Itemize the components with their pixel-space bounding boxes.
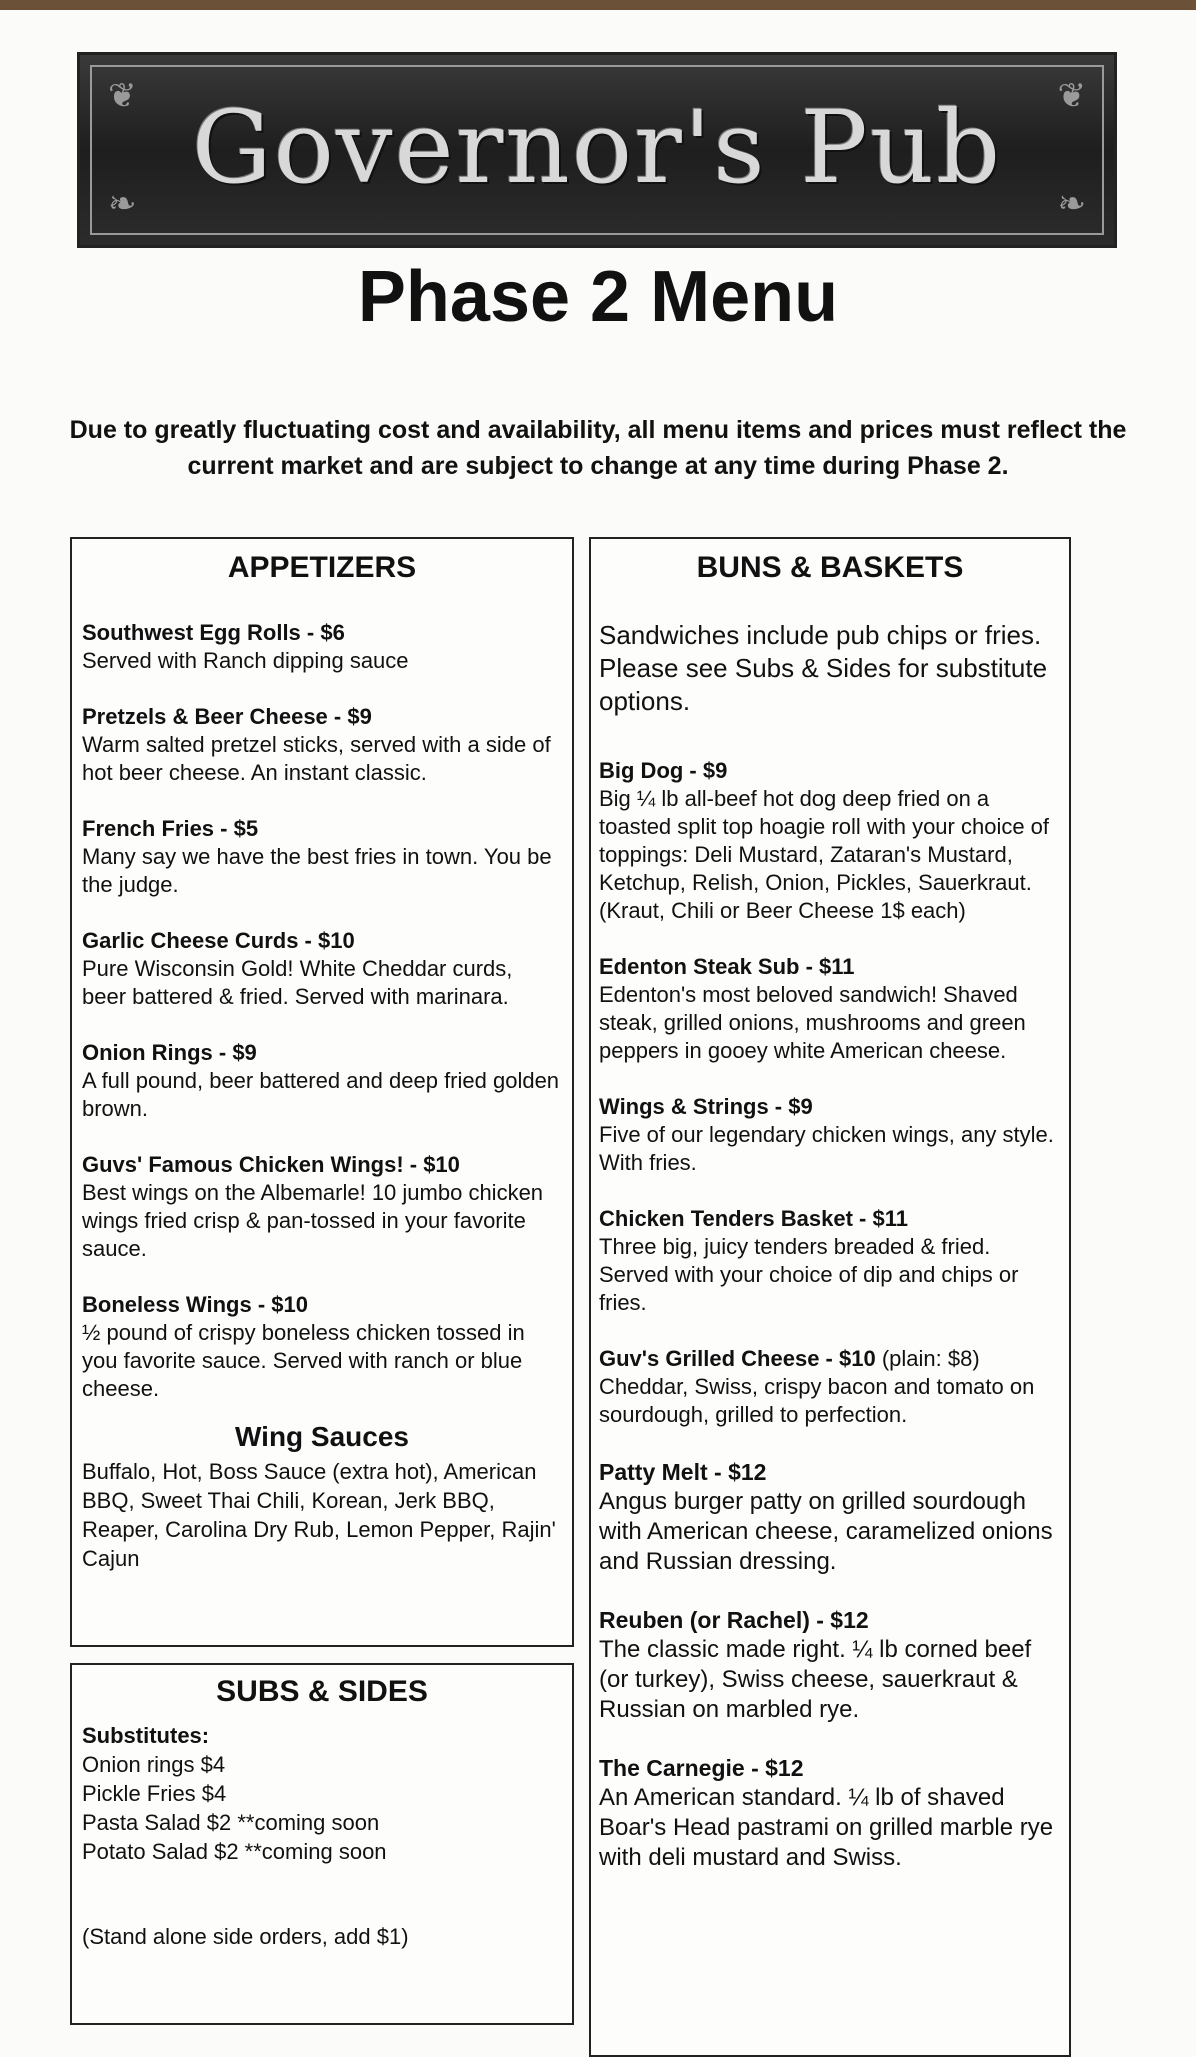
price-notice: Due to greatly fluctuating cost and availability, all menu items and prices must reflect the current market and are subject to change at any time during Phase 2. xyxy=(69,416,1127,480)
item-name-suffix: (plain: $8) xyxy=(881,1346,980,1371)
item-name: Edenton Steak Sub - $11 xyxy=(599,954,855,979)
scroll-ornament-icon: ❧ xyxy=(108,185,137,223)
substitute-item: Onion rings $4 xyxy=(82,1752,226,1777)
subs-sides-body xyxy=(82,1721,562,1951)
item-description: The classic made right. ¼ lb corned beef (or turkey), Swiss cheese, sauerkraut & Russian on marbled rye. xyxy=(599,1636,1032,1723)
scroll-ornament-icon: ❦ xyxy=(108,77,137,115)
substitute-item: Pasta Salad $2 **coming soon xyxy=(82,1810,380,1835)
item-name: Reuben (or Rachel) - $12 xyxy=(599,1607,869,1633)
menu-item xyxy=(599,1093,1064,1177)
wing-sauces-list: Buffalo, Hot, Boss Sauce (extra hot), American BBQ, Sweet Thai Chili, Korean, Jerk BBQ, Reaper, Carolina Dry Rub, Lemon Pepper, Rajin' Cajun xyxy=(82,1459,556,1571)
appetizers-section xyxy=(70,537,574,1647)
menu-item xyxy=(82,1039,562,1123)
subs-sides-title: SUBS & SIDES xyxy=(216,1675,428,1708)
menu-item xyxy=(599,1345,1064,1429)
menu-item xyxy=(82,619,562,675)
item-description: Warm salted pretzel sticks, served with a side of hot beer cheese. An instant classic. xyxy=(82,732,551,785)
appetizers-title: APPETIZERS xyxy=(227,551,417,584)
item-name: Chicken Tenders Basket - $11 xyxy=(599,1206,908,1231)
item-description: Big ¼ lb all-beef hot dog deep fried on a toasted split top hoagie roll with your choice of toppings: Deli Mustard, Zataran's Mustard, Ketchup, Relish, Onion, Pickles, Sauerkraut. (Kraut, Chili or Beer Cheese 1$ each) xyxy=(599,786,1050,923)
item-name: Patty Melt - $12 xyxy=(599,1459,767,1485)
buns-baskets-list xyxy=(599,757,1064,1901)
buns-baskets-title: BUNS & BASKETS xyxy=(696,551,964,584)
item-name: Big Dog - $9 xyxy=(599,758,728,783)
buns-baskets-section xyxy=(589,537,1071,2057)
menu-item xyxy=(599,1205,1064,1317)
item-name: Guv's Grilled Cheese - $10 xyxy=(599,1346,876,1371)
item-name: The Carnegie - $12 xyxy=(599,1755,804,1781)
menu-item xyxy=(599,1753,1064,1873)
side-order-note: (Stand alone side orders, add $1) xyxy=(82,1924,409,1949)
appetizers-list xyxy=(82,619,562,1573)
item-description: A full pound, beer battered and deep fried golden brown. xyxy=(82,1068,560,1121)
item-description: An American standard. ¼ lb of shaved Boar's Head pastrami on grilled marble rye with deli mustard and Swiss. xyxy=(599,1784,1054,1871)
substitute-item: Potato Salad $2 **coming soon xyxy=(82,1839,387,1864)
item-description: Best wings on the Albemarle! 10 jumbo chicken wings fried crisp & pan-tossed in your favorite sauce. xyxy=(82,1180,544,1261)
item-description: Cheddar, Swiss, crispy bacon and tomato on sourdough, grilled to perfection. xyxy=(599,1374,1035,1427)
menu-item xyxy=(599,1605,1064,1725)
item-description: Many say we have the best fries in town. You be the judge. xyxy=(82,844,552,897)
scroll-ornament-icon: ❦ xyxy=(1057,77,1086,115)
item-description: Five of our legendary chicken wings, any style. With fries. xyxy=(599,1122,1054,1175)
buns-baskets-intro: Sandwiches include pub chips or fries. Please see Subs & Sides for substitute options. xyxy=(599,620,1048,716)
pub-logo-text: Governor's Pub xyxy=(191,89,1003,206)
item-description: Pure Wisconsin Gold! White Cheddar curds, beer battered & fried. Served with marinara. xyxy=(82,956,513,1009)
pub-logo-banner xyxy=(77,52,1117,248)
item-name: Boneless Wings - $10 xyxy=(82,1292,308,1317)
item-name: Wings & Strings - $9 xyxy=(599,1094,813,1119)
item-description: Served with Ranch dipping sauce xyxy=(82,648,409,673)
subs-sides-section xyxy=(70,1663,574,2025)
scroll-ornament-icon: ❧ xyxy=(1057,185,1086,223)
menu-item xyxy=(599,1457,1064,1577)
item-name-row xyxy=(599,1345,1064,1373)
wing-sauces-title: Wing Sauces xyxy=(234,1421,409,1452)
menu-item xyxy=(599,757,1064,925)
menu-item xyxy=(82,815,562,899)
item-name: Pretzels & Beer Cheese - $9 xyxy=(82,704,372,729)
item-name: Southwest Egg Rolls - $6 xyxy=(82,620,345,645)
menu-item xyxy=(82,1291,562,1403)
item-name: Guvs' Famous Chicken Wings! - $10 xyxy=(82,1152,460,1177)
menu-item xyxy=(82,1151,562,1263)
substitute-item: Pickle Fries $4 xyxy=(82,1781,227,1806)
item-description: Edenton's most beloved sandwich! Shaved steak, grilled onions, mushrooms and green peppers in gooey white American cheese. xyxy=(599,982,1026,1063)
item-name: Onion Rings - $9 xyxy=(82,1040,257,1065)
menu-item xyxy=(82,703,562,787)
item-name: French Fries - $5 xyxy=(82,816,259,841)
item-name: Garlic Cheese Curds - $10 xyxy=(82,928,355,953)
item-description: ½ pound of crispy boneless chicken tossed in you favorite sauce. Served with ranch or blue cheese. xyxy=(82,1320,525,1401)
page-title: Phase 2 Menu xyxy=(357,257,839,337)
table-edge xyxy=(0,0,1196,10)
menu-item xyxy=(599,953,1064,1065)
item-description: Angus burger patty on grilled sourdough with American cheese, caramelized onions and Russian dressing. xyxy=(599,1488,1053,1575)
menu-item xyxy=(82,927,562,1011)
item-description: Three big, juicy tenders breaded & fried. Served with your choice of dip and chips or fries. xyxy=(599,1234,1019,1315)
substitutes-label: Substitutes: xyxy=(82,1723,210,1748)
